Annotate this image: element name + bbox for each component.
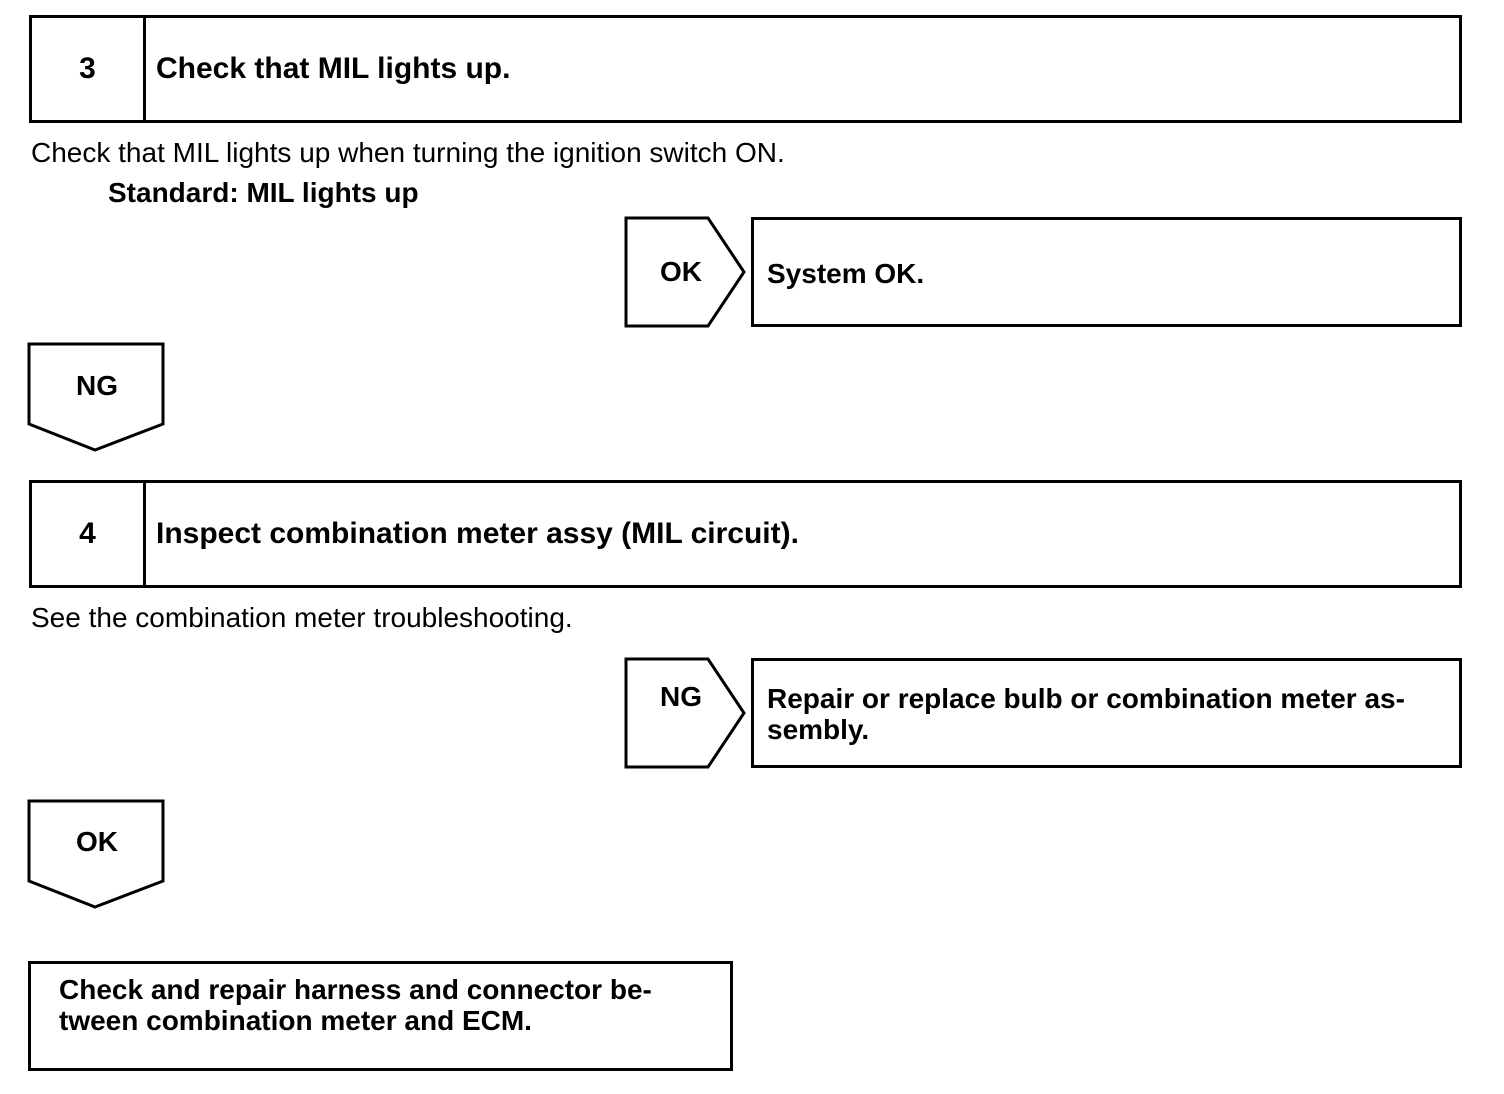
step-4-ok-label: OK xyxy=(76,826,118,857)
step-3-ng-label: NG xyxy=(76,370,118,401)
step-3-ok-result: System OK. xyxy=(767,258,925,289)
final-action-box xyxy=(28,961,733,1071)
step-4-number: 4 xyxy=(32,483,146,585)
final-action-line-1: Check and repair harness and connector be- xyxy=(59,974,652,1005)
step-4-ng-label: NG xyxy=(660,681,702,712)
final-action-line-2: tween combination meter and ECM. xyxy=(59,1005,532,1036)
step-4-ng-result-line-1: Repair or replace bulb or combination meter as- xyxy=(767,683,1405,714)
step-4-ng-result-line-2: sembly. xyxy=(767,714,870,745)
step-3-ok-label: OK xyxy=(660,256,702,287)
step-4-instruction: See the combination meter troubleshooting. xyxy=(31,602,573,633)
step-4-title: Inspect combination meter assy (MIL circuit). xyxy=(156,517,799,550)
step-3-standard: Standard: MIL lights up xyxy=(108,177,419,208)
step-4-ng-arrow xyxy=(624,657,748,769)
step-4-ng-result xyxy=(767,683,1457,745)
step-4-header xyxy=(29,480,1462,588)
step-3-header xyxy=(29,15,1462,123)
step-3-ok-result-box xyxy=(751,217,1462,327)
step-3-number: 3 xyxy=(32,18,146,120)
step-3-title: Check that MIL lights up. xyxy=(156,52,511,85)
step-3-instruction: Check that MIL lights up when turning the ignition switch ON. xyxy=(31,137,785,168)
step-4-ng-result-box xyxy=(751,658,1462,768)
final-action-text xyxy=(59,974,729,1036)
